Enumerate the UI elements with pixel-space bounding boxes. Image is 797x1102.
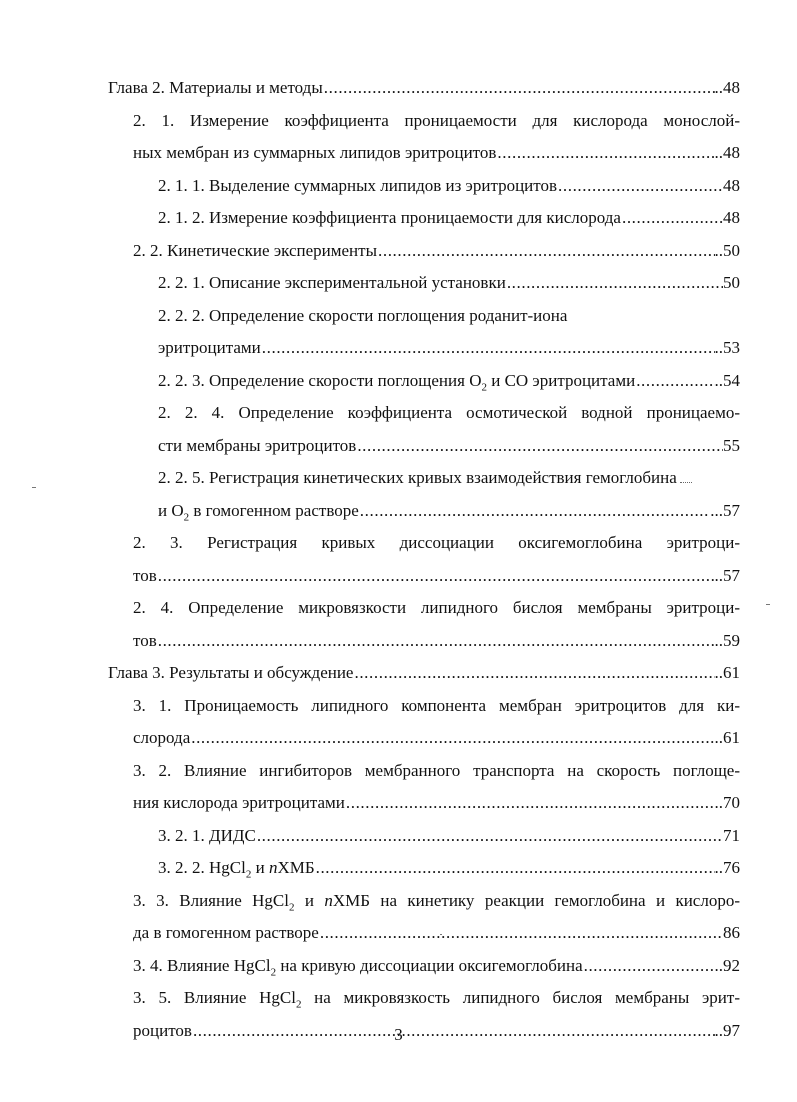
toc-entry-page: 71	[723, 825, 740, 845]
page-number: 3	[394, 1025, 403, 1044]
toc-entry-3-2-1[interactable]	[108, 820, 740, 853]
toc-entry-page: 55	[723, 435, 740, 455]
toc-leader-dots	[262, 332, 715, 365]
toc-leader-dots	[378, 235, 715, 268]
toc-entry-3-5-line1[interactable]	[108, 982, 740, 1015]
toc-entry-2-2-1[interactable]	[108, 267, 740, 300]
toc-entry-2-3-line1[interactable]	[108, 527, 740, 560]
toc-entry-3-1-line2[interactable]	[108, 722, 740, 755]
toc-entry-title-cont: тов	[133, 630, 157, 650]
toc-entry-title: 2. 2. Кинетические эксперименты	[133, 240, 377, 260]
toc-entry-2-3-line2[interactable]	[108, 560, 740, 593]
toc-leader-dots	[354, 657, 714, 690]
toc-entry-title-cont: слорода	[133, 728, 191, 747]
toc-entry-title-cont: и $O_2$ в гомогенном растворе	[158, 500, 359, 523]
toc-entry-page: 50	[723, 273, 740, 292]
toc-entry-2-4-line1[interactable]	[108, 592, 740, 625]
toc-leader-dots	[320, 917, 723, 950]
toc-leader-dots	[357, 430, 723, 463]
toc-leader-dots	[191, 722, 714, 755]
toc-entry-page: 48	[723, 175, 740, 195]
toc-entry-page: 48	[723, 208, 740, 227]
margin-mark	[32, 487, 36, 488]
toc-entry-title: 3. 5. Влияние HgCl$_2$ на микровязкость липидного бислоя мембраны эрит-	[133, 988, 740, 1011]
toc-entry-title-tail: й-	[725, 110, 740, 130]
toc-entry-title: 2. 1. Измерение коэффициента проницаемости для кислорода моносло	[133, 110, 726, 130]
toc-leader-dots	[507, 267, 723, 300]
toc-entry-title: 2. 2. 5. Регистрация кинетических кривых взаимодействия гемоглобина	[158, 468, 677, 487]
toc-entry-title: 3. 3. Влияние HgCl$_2$ и nХМБ на кинетику реакции гемоглобина и кислоро-	[133, 890, 740, 913]
toc-entry-3-3-line1[interactable]	[108, 885, 740, 918]
toc-leader-stub	[680, 481, 692, 483]
toc-entry-3-4[interactable]	[108, 950, 740, 983]
toc-entry-2-2-2-line2[interactable]	[108, 332, 740, 365]
toc-entry-page: ..76	[714, 858, 740, 877]
toc-entry-2-1-2[interactable]	[108, 202, 740, 235]
margin-mark	[440, 934, 442, 935]
toc-entry-page: ..48	[714, 143, 740, 162]
toc-entry-page: ...57	[710, 500, 740, 520]
toc-entry-title: 2. 1. 1. Выделение суммарных липидов из эритроцитов	[158, 175, 558, 195]
toc-entry-title-cont: эритроцитами	[158, 338, 261, 357]
toc-entry-title-cont: да в гомогенном растворе	[133, 923, 319, 942]
toc-entry-3-1-line1[interactable]	[108, 690, 740, 723]
toc-leader-dots	[622, 202, 723, 235]
toc-entry-3-3-line2[interactable]	[108, 917, 740, 950]
toc-entry-page: ..59	[714, 630, 740, 650]
toc-entry-title: 2. 3. Регистрация кривых диссоциации оксигемоглобина эритроци-	[133, 533, 740, 552]
toc-entry-3-2-line1[interactable]	[108, 755, 740, 788]
toc-entry-title: Глава 3. Результаты и обсуждение	[108, 663, 354, 682]
toc-leader-dots	[558, 170, 723, 203]
toc-entry-2-2-4-line1[interactable]	[108, 397, 740, 430]
toc-leader-dots	[584, 950, 715, 983]
toc-entry-title: 3. 2. 1. ДИДС	[158, 825, 256, 845]
toc-leader-dots	[158, 625, 715, 658]
toc-entry-page: ..61	[714, 728, 740, 747]
toc-entry-chapter-2[interactable]	[108, 72, 740, 105]
toc-entry-title: Глава 2. Материалы и методы	[108, 78, 323, 97]
toc-entry-title-cont: ных мембран из суммарных липидов эритроцитов	[133, 143, 497, 162]
toc-entry-3-2-line2[interactable]	[108, 787, 740, 820]
toc-entry-2-2[interactable]	[108, 235, 740, 268]
toc-entry-2-2-3[interactable]	[108, 365, 740, 398]
toc-entry-2-4-line2[interactable]	[108, 625, 740, 658]
table-of-contents	[108, 72, 740, 1047]
toc-entry-page: ..61	[714, 663, 740, 682]
toc-entry-chapter-3[interactable]	[108, 657, 740, 690]
toc-entry-2-2-4-line2[interactable]	[108, 430, 740, 463]
toc-entry-title: 2. 1. 2. Измерение коэффициента проницаемости для кислорода	[158, 208, 621, 227]
toc-entry-2-2-5-line1[interactable]	[108, 462, 740, 495]
toc-entry-page: 86	[723, 923, 740, 942]
toc-leader-dots	[636, 365, 714, 398]
toc-entry-title-cont: сти мембраны эритроцитов	[158, 435, 357, 455]
toc-entry-title: 2. 4. Определение микровязкости липидного бислоя мембраны эритроци-	[133, 598, 740, 617]
toc-entry-title: 3. 2. Влияние ингибиторов мембранного транспорта на скорость поглоще-	[133, 760, 740, 780]
toc-entry-title: 3. 2. 2. HgCl$_2$ и nХМБ	[158, 858, 315, 881]
toc-entry-2-2-2-line1[interactable]	[108, 300, 740, 333]
toc-entry-page: ..97	[714, 1020, 740, 1040]
toc-entry-title-cont: ния кислорода эритроцитами	[133, 793, 345, 812]
toc-entry-2-2-5-line2[interactable]	[108, 495, 740, 528]
toc-entry-title-cont: роцитов	[133, 1020, 192, 1040]
toc-entry-title: 2. 2. 1. Описание экспериментальной установки	[158, 273, 506, 292]
toc-entry-page: ..48	[714, 78, 740, 97]
toc-entry-title: 3. 4. Влияние HgCl$_2$ на кривую диссоциации оксигемоглобина	[133, 955, 583, 978]
toc-leader-dots	[497, 137, 714, 170]
toc-leader-dots	[257, 820, 723, 853]
toc-entry-page: ..70	[714, 793, 740, 812]
toc-leader-dots	[324, 72, 715, 105]
toc-entry-title: 2. 2. 3. Определение скорости поглощения $O_2$ и CO эритроцитами	[158, 370, 636, 393]
toc-leader-dots	[360, 495, 710, 528]
toc-entry-3-2-2[interactable]	[108, 852, 740, 885]
margin-mark	[766, 604, 770, 605]
toc-entry-2-1-1[interactable]	[108, 170, 740, 203]
toc-entry-title-cont: тов	[133, 565, 157, 585]
toc-leader-dots	[158, 560, 715, 593]
toc-entry-title: 3. 1. Проницаемость липидного компонента мембран эритроцитов для ки-	[133, 695, 740, 715]
toc-entry-page: ..54	[714, 370, 740, 390]
toc-entry-2-1-line2[interactable]	[108, 137, 740, 170]
toc-leader-dots	[346, 787, 715, 820]
toc-entry-title: 2. 2. 4. Определение коэффициента осмотической водной проницаемо-	[158, 403, 740, 422]
toc-entry-page: ..53	[714, 338, 740, 357]
toc-entry-title: 2. 2. 2. Определение скорости поглощения роданит-иона	[158, 305, 568, 325]
toc-entry-page: ..50	[714, 240, 740, 260]
toc-leader-dots	[316, 852, 715, 885]
toc-entry-page: ..92	[714, 955, 740, 975]
toc-entry-2-1-line1[interactable]	[108, 105, 740, 138]
toc-entry-page: ..57	[714, 565, 740, 585]
